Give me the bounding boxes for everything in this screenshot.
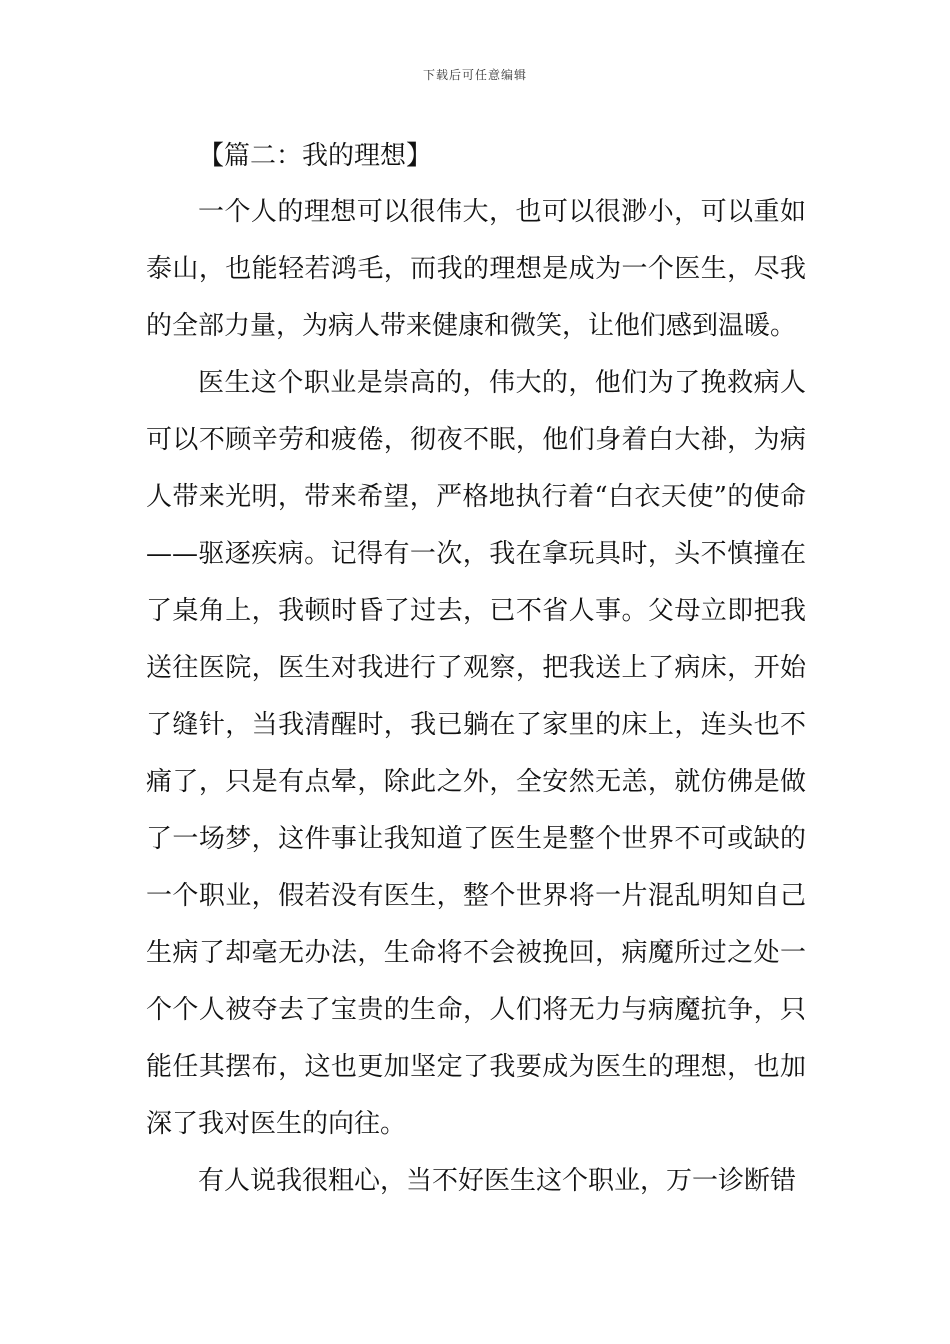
header-note: 下载后可任意编辑 <box>422 68 527 82</box>
section-heading: 【篇二：我的理想】 <box>198 141 433 171</box>
paragraph-2: 医生这个职业是崇高的，伟大的，他们为了挽救病人可以不顾辛劳和疲倦，彻夜不眠，他们身着白大褂，为病人带来光明，带来希望，严格地执行着“白衣天使”的使命——驱逐疾病。记得有一次，我在拿玩具时，头不慎撞在了桌角上，我顿时昏了过去，已不省人事。父母立即把我送往医院，医生对我进行了观察，把我送上了病床，开始了缝针，当我清醒时，我已躺在了家里的床上，连头也不痛了，只是有点晕，除此之外，全安然无恙，就仿佛是做了一场梦，这件事让我知道了医生是整个世界不可或缺的一个职业，假若没有医生，整个世界将一片混乱明知自己生病了却毫无办法，生命将不会被挽回，病魔所过之处一个个人被夺去了宝贵的生命，人们将无力与病魔抗争，只能任其摆布，这也更加坚定了我要成为医生的理想，也加深了我对医生的向往。 <box>146 368 806 1139</box>
paragraph-3: 有人说我很粗心，当不好医生这个职业，万一诊断错 <box>198 1166 797 1196</box>
paragraph-1: 一个人的理想可以很伟大，也可以很渺小，可以重如泰山，也能轻若鸿毛，而我的理想是成为一个医生，尽我的全部力量，为病人带来健康和微笑，让他们感到温暖。 <box>146 197 806 341</box>
document-body <box>146 128 806 1210</box>
